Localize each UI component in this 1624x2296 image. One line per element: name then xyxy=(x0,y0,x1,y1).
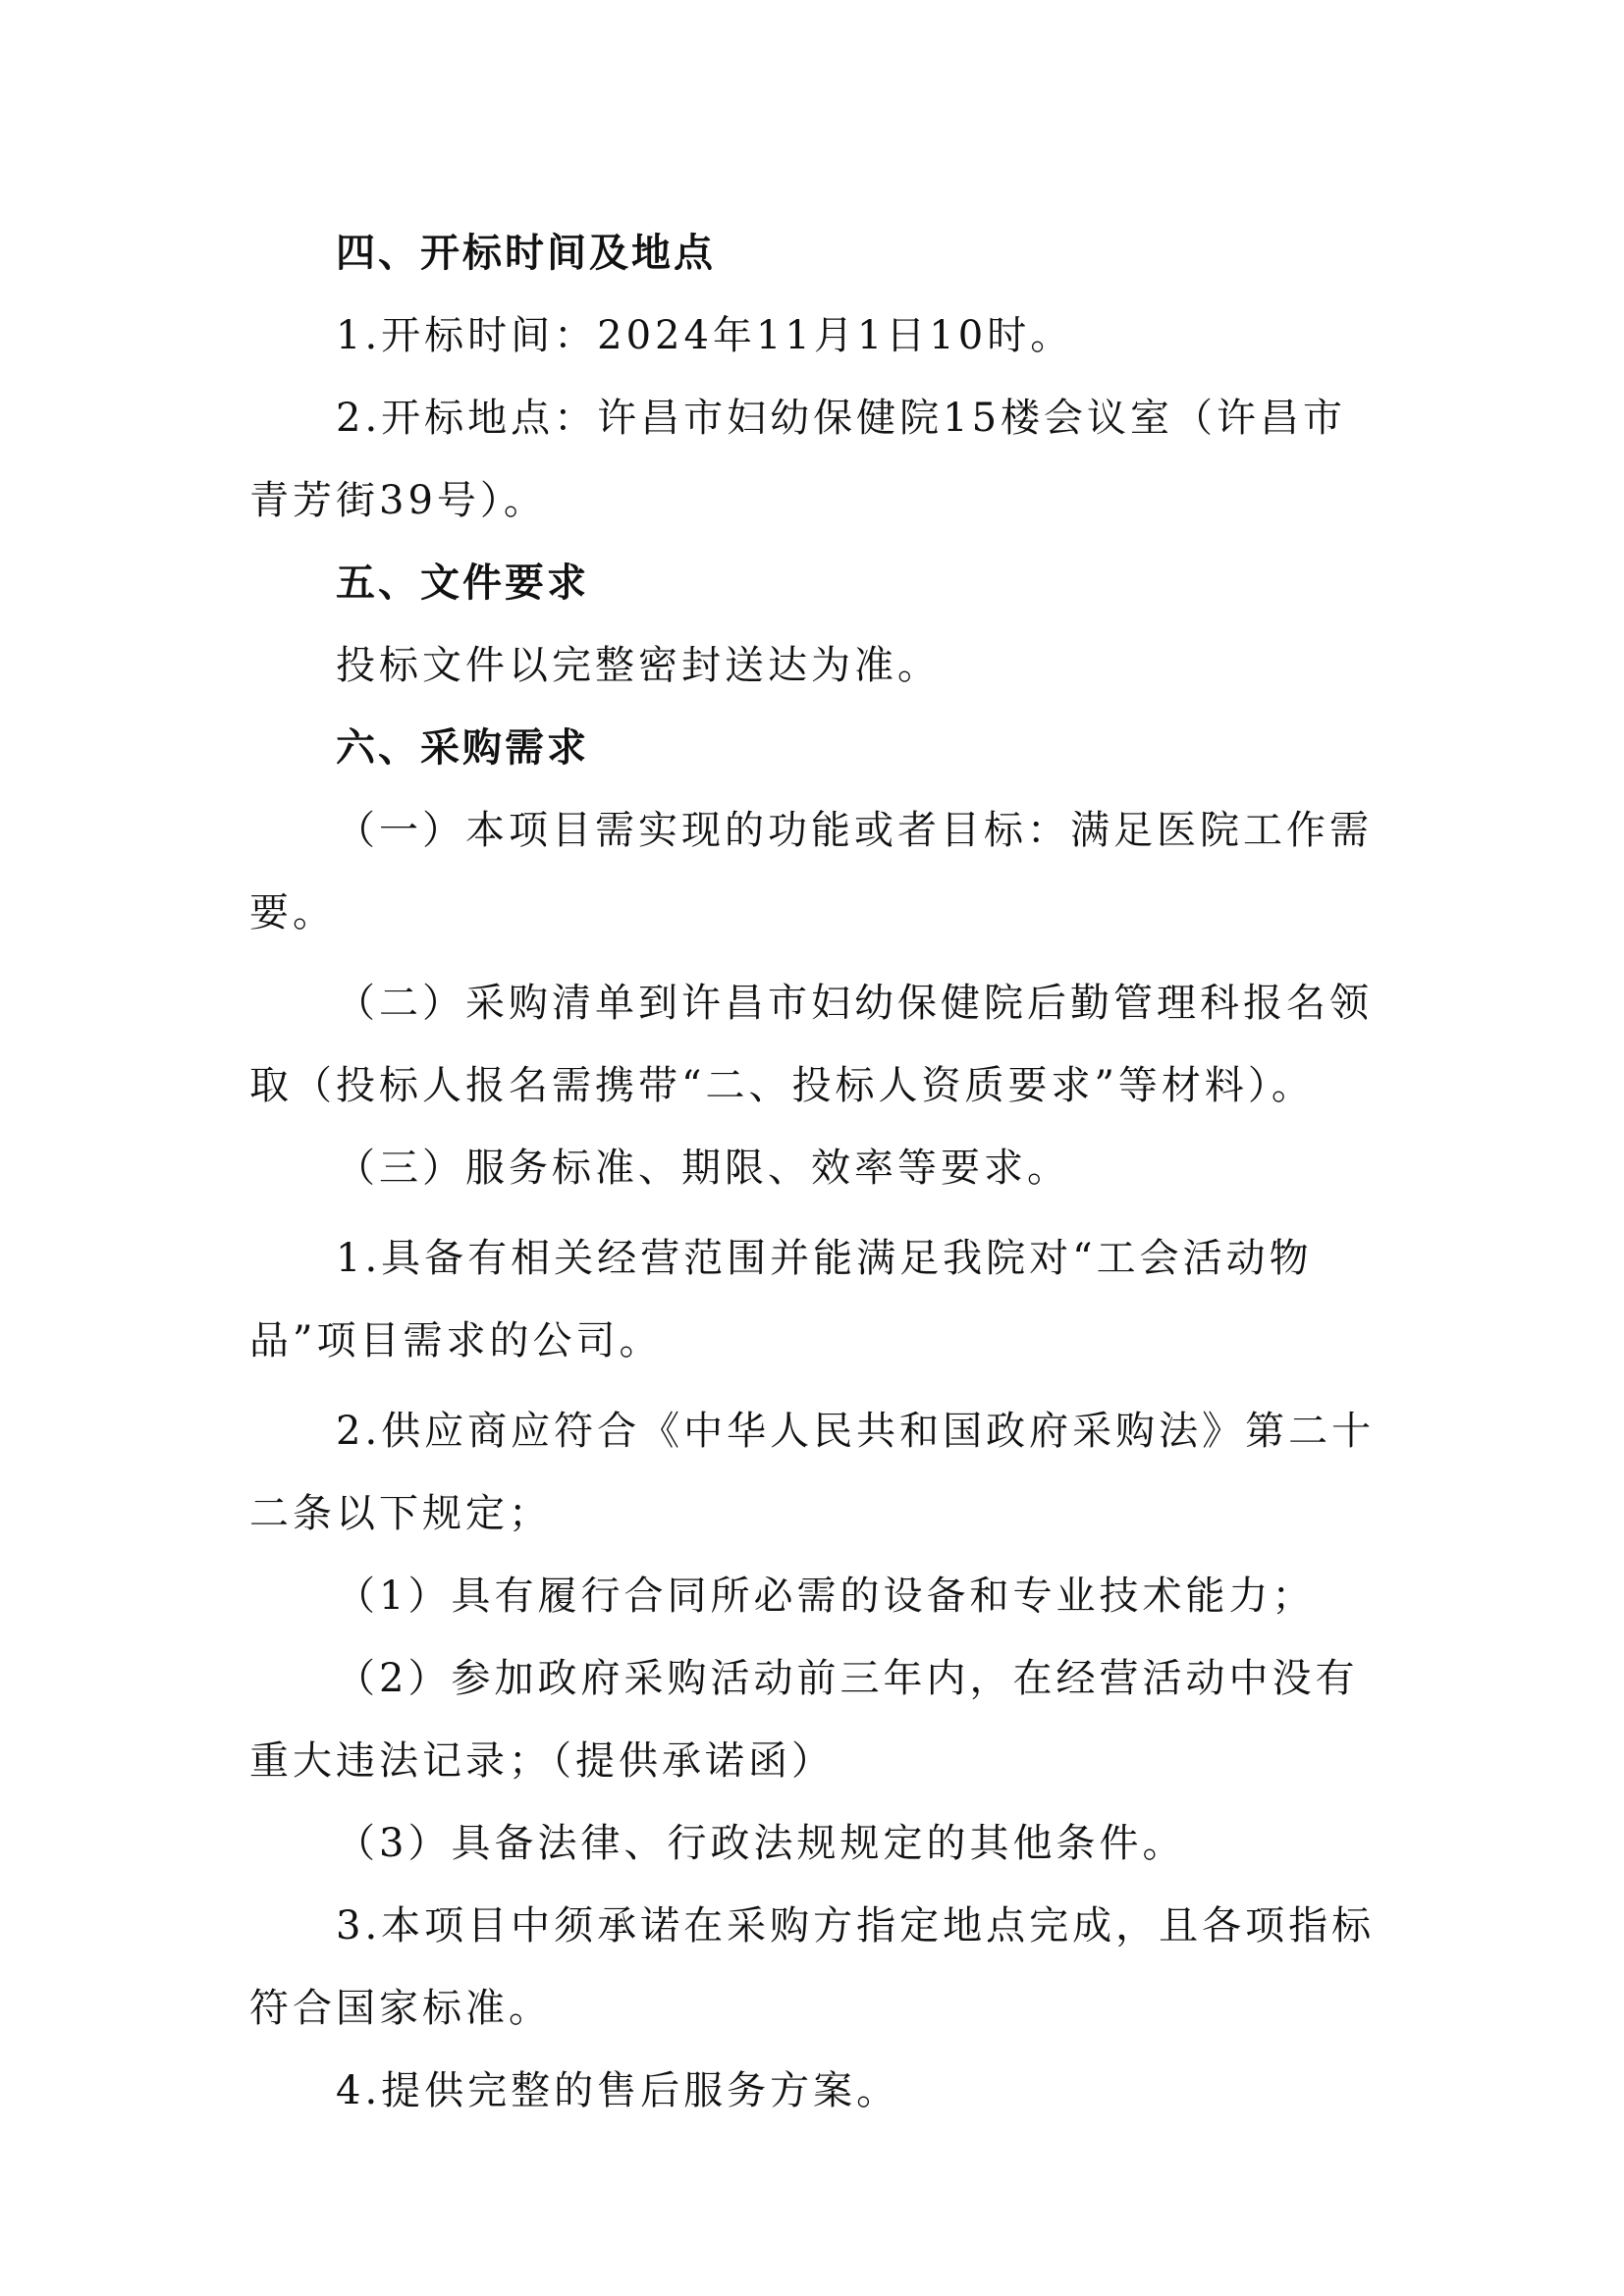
section-heading-file-requirements: 五、文件要求 xyxy=(336,561,589,606)
paragraph-item-1: 1.具备有相关经营范围并能满足我院对“工会活动物 xyxy=(336,1236,1313,1281)
paragraph-item-3: 3.本项目中须承诺在采购方指定地点完成，且各项指标 xyxy=(336,1903,1376,1949)
paragraph-procurement-list-continued: 取（投标人报名需携带“二、投标人资质要求”等材料）。 xyxy=(249,1063,1315,1108)
section-heading-opening-time-place: 四、开标时间及地点 xyxy=(336,231,716,276)
paragraph-item-1-continued: 品”项目需求的公司。 xyxy=(249,1318,663,1363)
paragraph-subitem-2-continued: 重大违法记录；（提供承诺函） xyxy=(249,1738,835,1784)
document-body xyxy=(249,212,1388,2132)
paragraph-procurement-list: （二）采购清单到许昌市妇幼保健院后勤管理科报名领 xyxy=(336,981,1373,1026)
paragraph-file-requirements: 投标文件以完整密封送达为准。 xyxy=(336,643,941,688)
paragraph-item-2: 2.供应商应符合《中华人民共和国政府采购法》第二十 xyxy=(336,1409,1376,1454)
paragraph-subitem-1: （1）具有履行合同所必需的设备和专业技术能力； xyxy=(336,1574,1316,1619)
paragraph-item-4: 4.提供完整的售后服务方案。 xyxy=(336,2068,900,2113)
paragraph-goal: （一）本项目需实现的功能或者目标：满足医院工作需 xyxy=(336,808,1373,853)
paragraph-item-3-continued: 符合国家标准。 xyxy=(249,1986,552,2031)
section-heading-procurement-needs: 六、采购需求 xyxy=(336,725,589,771)
paragraph-opening-place-continued: 青芳街39号）。 xyxy=(249,478,547,523)
paragraph-goal-continued: 要。 xyxy=(249,890,336,935)
paragraph-opening-time: 1.开标时间：2024年11月1日10时。 xyxy=(336,313,1074,358)
paragraph-subitem-3: （3）具备法律、行政法规规定的其他条件。 xyxy=(336,1821,1186,1866)
paragraph-service-standards: （三）服务标准、期限、效率等要求。 xyxy=(336,1146,1070,1191)
paragraph-subitem-2: （2）参加政府采购活动前三年内，在经营活动中没有 xyxy=(336,1656,1359,1701)
paragraph-opening-place: 2.开标地点：许昌市妇幼保健院15楼会议室（许昌市 xyxy=(336,396,1347,441)
paragraph-item-2-continued: 二条以下规定； xyxy=(249,1491,552,1536)
